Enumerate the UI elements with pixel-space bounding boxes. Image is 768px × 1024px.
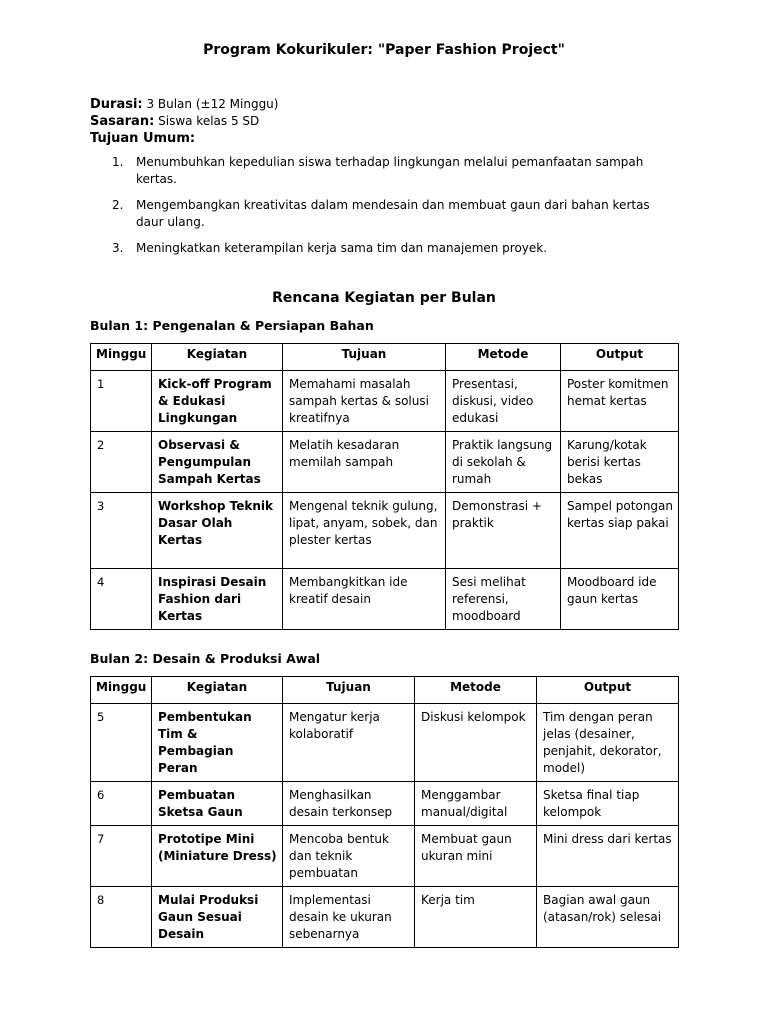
cell-output: Tim dengan peran jelas (desainer, penjahit, dekorator, model) — [537, 704, 679, 782]
cell-tujuan: Membangkitkan ide kreatif desain — [283, 569, 446, 630]
cell-tujuan: Memahami masalah sampah kertas & solusi kreatifnya — [283, 371, 446, 432]
cell-tujuan: Mengatur kerja kolaboratif — [283, 704, 415, 782]
goal-number: 3. — [112, 241, 124, 255]
header-kegiatan: Kegiatan — [152, 677, 283, 704]
header-output: Output — [537, 677, 679, 704]
cell-tujuan: Menghasilkan desain terkonsep — [283, 782, 415, 826]
table-row — [91, 569, 679, 630]
header-metode: Metode — [415, 677, 537, 704]
cell-minggu: 4 — [91, 569, 152, 630]
tujuan-umum-line — [90, 130, 278, 147]
cell-output: Mini dress dari kertas — [537, 826, 679, 887]
month-2-table — [90, 676, 679, 948]
goal-number: 1. — [112, 155, 124, 169]
cell-minggu: 2 — [91, 432, 152, 493]
header-tujuan: Tujuan — [283, 344, 446, 371]
cell-minggu: 5 — [91, 704, 152, 782]
cell-minggu: 8 — [91, 887, 152, 948]
table-header-row — [91, 344, 679, 371]
goal-text: Mengembangkan kreativitas dalam mendesain dan membuat gaun dari bahan kertas daur ulang. — [136, 198, 650, 229]
month-2-title: Bulan 2: Desain & Produksi Awal — [90, 651, 321, 666]
cell-metode: Sesi melihat referensi, moodboard — [446, 569, 561, 630]
table-row — [91, 887, 679, 948]
cell-kegiatan: Prototipe Mini (Miniature Dress) — [152, 826, 283, 887]
cell-minggu: 3 — [91, 493, 152, 569]
goal-text: Menumbuhkan kepedulian siswa terhadap lingkungan melalui pemanfaatan sampah kertas. — [136, 155, 644, 186]
header-output: Output — [561, 344, 679, 371]
cell-metode: Praktik langsung di sekolah & rumah — [446, 432, 561, 493]
cell-output: Sketsa final tiap kelompok — [537, 782, 679, 826]
table-row — [91, 782, 679, 826]
durasi-label: Durasi: — [90, 97, 143, 112]
cell-metode: Menggambar manual/digital — [415, 782, 537, 826]
cell-minggu: 1 — [91, 371, 152, 432]
table-row — [91, 432, 679, 493]
cell-kegiatan: Kick-off Program & Edukasi Lingkungan — [152, 371, 283, 432]
cell-output: Moodboard ide gaun kertas — [561, 569, 679, 630]
table-header-row — [91, 677, 679, 704]
cell-kegiatan: Mulai Produksi Gaun Sesuai Desain — [152, 887, 283, 948]
goal-item — [90, 197, 670, 231]
document-title: Program Kokurikuler: "Paper Fashion Project" — [203, 42, 565, 58]
cell-tujuan: Melatih kesadaran memilah sampah — [283, 432, 446, 493]
header-kegiatan: Kegiatan — [152, 344, 283, 371]
table-row — [91, 371, 679, 432]
cell-tujuan: Mencoba bentuk dan teknik pembuatan — [283, 826, 415, 887]
program-meta — [90, 96, 278, 147]
goal-text: Meningkatkan keterampilan kerja sama tim dan manajemen proyek. — [136, 241, 548, 255]
cell-metode: Demonstrasi + praktik — [446, 493, 561, 569]
cell-tujuan: Implementasi desain ke ukuran sebenarnya — [283, 887, 415, 948]
goal-number: 2. — [112, 198, 124, 212]
header-minggu: Minggu — [91, 677, 152, 704]
durasi-value: 3 Bulan (±12 Minggu) — [142, 97, 279, 111]
cell-minggu: 7 — [91, 826, 152, 887]
cell-kegiatan: Inspirasi Desain Fashion dari Kertas — [152, 569, 283, 630]
table-row — [91, 493, 679, 569]
cell-kegiatan: Observasi & Pengumpulan Sampah Kertas — [152, 432, 283, 493]
durasi-line — [90, 96, 278, 113]
cell-metode: Kerja tim — [415, 887, 537, 948]
cell-tujuan: Mengenal teknik gulung, lipat, anyam, sobek, dan plester kertas — [283, 493, 446, 569]
goal-item — [90, 154, 670, 188]
cell-output: Karung/kotak berisi kertas bekas — [561, 432, 679, 493]
sasaran-value: Siswa kelas 5 SD — [154, 114, 260, 128]
table-row — [91, 704, 679, 782]
cell-metode: Membuat gaun ukuran mini — [415, 826, 537, 887]
month-1-table — [90, 343, 679, 630]
month-1-title: Bulan 1: Pengenalan & Persiapan Bahan — [90, 318, 374, 333]
cell-kegiatan: Workshop Teknik Dasar Olah Kertas — [152, 493, 283, 569]
cell-kegiatan: Pembuatan Sketsa Gaun — [152, 782, 283, 826]
sasaran-line — [90, 113, 278, 130]
sasaran-label: Sasaran: — [90, 114, 155, 129]
table-row — [91, 826, 679, 887]
header-tujuan: Tujuan — [283, 677, 415, 704]
cell-metode: Diskusi kelompok — [415, 704, 537, 782]
header-metode: Metode — [446, 344, 561, 371]
cell-output: Sampel potongan kertas siap pakai — [561, 493, 679, 569]
cell-kegiatan: Pembentukan Tim & Pembagian Peran — [152, 704, 283, 782]
goals-list — [90, 154, 670, 266]
tujuan-umum-label: Tujuan Umum: — [90, 131, 196, 146]
header-minggu: Minggu — [91, 344, 152, 371]
cell-output: Bagian awal gaun (atasan/rok) selesai — [537, 887, 679, 948]
cell-minggu: 6 — [91, 782, 152, 826]
cell-metode: Presentasi, diskusi, video edukasi — [446, 371, 561, 432]
section-title: Rencana Kegiatan per Bulan — [272, 290, 496, 306]
goal-item — [90, 240, 670, 257]
cell-output: Poster komitmen hemat kertas — [561, 371, 679, 432]
